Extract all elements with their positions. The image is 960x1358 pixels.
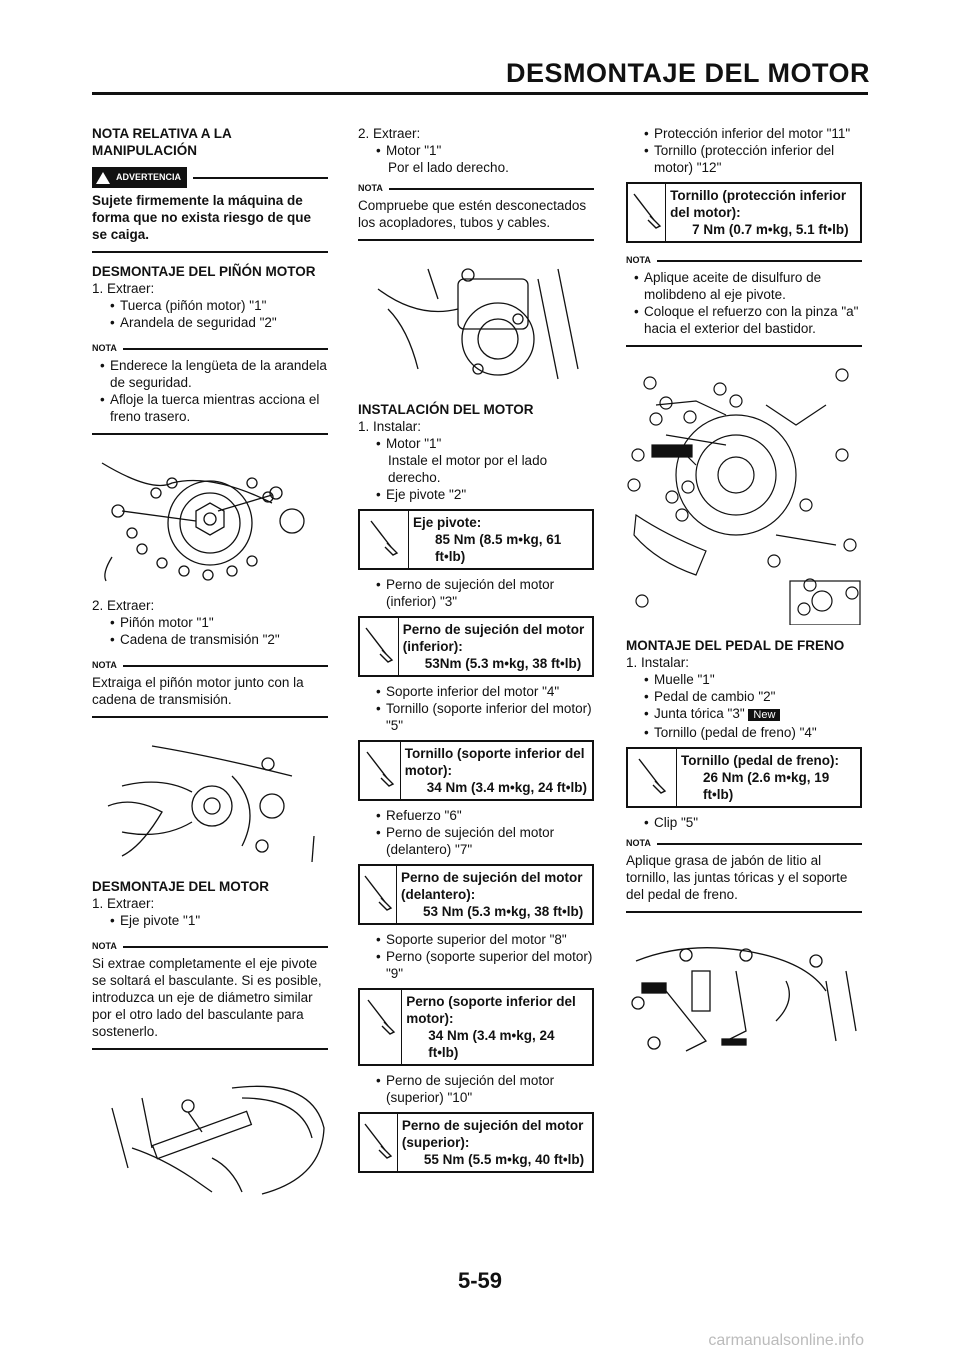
note-text: Aplique grasa de jabón de litio al tornillo, las juntas tóricas y el soporte del pedal de freno.: [626, 853, 848, 902]
column-1: [92, 125, 328, 1210]
section-title: DESMONTAJE DEL PIÑÓN MOTOR: [92, 264, 316, 279]
warning-text: Sujete firmemente la máquina de forma que no exista riesgo de que se caiga.: [92, 193, 312, 242]
torque-value: 53Nm (5.3 m•kg, 38 ft•lb): [424, 656, 582, 671]
step: 2. Extraer:: [358, 126, 421, 141]
wrench-icon: [360, 618, 399, 675]
list-item: • Perno de sujeción del motor (delantero) "7": [358, 824, 594, 858]
list-item: • Tuerca (piñón motor) "1": [92, 297, 328, 314]
list-item: • Perno (soporte superior del motor) "9": [358, 948, 594, 982]
engine-mount-exploded-figure: [626, 365, 862, 625]
torque-box: [358, 864, 594, 925]
list-item: • Enderece la lengüeta de la arandela de seguridad.: [92, 357, 328, 391]
list-item: • Muelle "1": [626, 671, 862, 688]
step: 1. Extraer:: [92, 896, 155, 911]
torque-value: 7 Nm (0.7 m•kg, 5.1 ft•lb): [692, 222, 849, 237]
torque-name: Perno (soporte inferior del motor):: [406, 994, 576, 1026]
list-item: • Pedal de cambio "2": [626, 688, 862, 705]
torque-value: 53 Nm (5.3 m•kg, 38 ft•lb): [423, 904, 584, 919]
torque-box: [358, 988, 594, 1066]
sub-text: Instale el motor por el lado derecho.: [388, 453, 548, 485]
warning-badge: ADVERTENCIA: [92, 167, 187, 188]
wrench-icon: [360, 866, 397, 923]
column-2: [358, 125, 594, 1179]
nota-label: NOTA: [626, 255, 651, 265]
list-item: • Soporte superior del motor "8": [358, 931, 594, 948]
section-title: MONTAJE DEL PEDAL DE FRENO: [626, 638, 845, 653]
torque-box: [358, 509, 594, 570]
section-title: DESMONTAJE DEL MOTOR: [92, 879, 270, 894]
step: 1. Instalar:: [626, 655, 690, 670]
sub-text: Por el lado derecho.: [388, 160, 509, 175]
torque-name: Tornillo (pedal de freno):: [681, 753, 840, 768]
nota-label: NOTA: [92, 660, 117, 670]
torque-box: [358, 1112, 594, 1173]
wrench-icon: [628, 184, 666, 241]
list-item: • Afloje la tuerca mientras acciona el freno trasero.: [92, 391, 328, 425]
torque-box: [358, 740, 594, 801]
list-item: • Tornillo (pedal de freno) "4": [626, 724, 862, 741]
torque-name: Tornillo (soporte inferior del motor):: [404, 746, 585, 778]
wrench-icon: [360, 511, 409, 568]
list-item: • Tornillo (soporte inferior del motor) "5": [358, 700, 594, 734]
nota-label: NOTA: [92, 343, 117, 353]
list-item: • Coloque el refuerzo con la pinza "a" hacia el exterior del bastidor.: [626, 303, 862, 337]
list-item: • Protección inferior del motor "11": [626, 125, 862, 142]
torque-name: Perno de sujeción del motor (delantero):: [401, 870, 583, 902]
torque-box: [626, 747, 862, 808]
list-item: • Refuerzo "6": [358, 807, 594, 824]
note-text: Extraiga el piñón motor junto con la cadena de transmisión.: [92, 675, 304, 707]
engine-removal-figure: [358, 259, 594, 389]
list-item: • Arandela de seguridad "2": [92, 314, 328, 331]
torque-name: Perno de sujeción del motor (superior):: [401, 1118, 584, 1150]
list-item: • Eje pivote "1": [92, 912, 328, 929]
list-item: • Piñón motor "1": [92, 614, 328, 631]
list-item: • Eje pivote "2": [358, 486, 594, 503]
torque-box: [626, 182, 862, 243]
step: 1. Instalar:: [358, 419, 422, 434]
nota-label: NOTA: [626, 838, 651, 848]
torque-name: Perno de sujeción del motor (inferior):: [402, 622, 585, 654]
list-item: • Perno de sujeción del motor (inferior) "3": [358, 576, 594, 610]
torque-value: 55 Nm (5.5 m•kg, 40 ft•lb): [423, 1152, 585, 1167]
list-item: • Cadena de transmisión "2": [92, 631, 328, 648]
header-rule: [92, 92, 868, 95]
footer-watermark: carmanualsonline.info: [708, 1332, 864, 1349]
wrench-icon: [628, 749, 677, 806]
list-item: • Motor "1": [358, 435, 594, 452]
nota-label: NOTA: [358, 183, 383, 193]
section-title: NOTA RELATIVA A LA MANIPULACIÓN: [92, 126, 232, 158]
section-title: INSTALACIÓN DEL MOTOR: [358, 402, 534, 417]
list-item: • Tornillo (protección inferior del motor) "12": [626, 142, 862, 176]
warning-header: [92, 167, 328, 188]
step: 2. Extraer:: [92, 598, 155, 613]
note-text: Compruebe que estén desconectados los acopladores, tubos y cables.: [358, 198, 587, 230]
column-3: [626, 125, 862, 1073]
sprocket-nut-figure: [92, 453, 328, 585]
brake-pedal-figure: [626, 931, 862, 1061]
page-number: 5-59: [457, 1268, 503, 1293]
torque-name: Tornillo (protección inferior del motor):: [670, 188, 847, 220]
wrench-icon: [360, 742, 401, 799]
torque-box: [358, 616, 594, 677]
torque-value: 34 Nm (3.4 m•kg, 24 ft•lb): [428, 1028, 555, 1060]
list-item: • Perno de sujeción del motor (superior) "10": [358, 1072, 594, 1106]
nota-label: NOTA: [92, 941, 117, 951]
list-item: • Clip "5": [626, 814, 862, 831]
note-text: Si extrae completamente el eje pivote se soltará el basculante. Si es posible, introduzca un eje de diámetro similar por el otro lado del basculante para sostenerlo.: [92, 956, 322, 1039]
pivot-shaft-figure: [92, 1068, 328, 1198]
new-badge: New: [748, 709, 780, 721]
torque-value: 26 Nm (2.6 m•kg, 19 ft•lb): [703, 770, 830, 802]
warning-icon: [96, 172, 110, 184]
sprocket-chain-figure: [92, 736, 328, 866]
list-item: • Soporte inferior del motor "4": [358, 683, 594, 700]
list-item: • Junta tórica "3" New: [626, 705, 862, 724]
wrench-icon: [360, 990, 402, 1064]
wrench-icon: [360, 1114, 398, 1171]
torque-value: 34 Nm (3.4 m•kg, 24 ft•lb): [426, 780, 587, 795]
torque-value: 85 Nm (8.5 m•kg, 61 ft•lb): [435, 532, 562, 564]
list-item: • Motor "1": [358, 142, 594, 159]
list-item: • Aplique aceite de disulfuro de molibdeno al eje pivote.: [626, 269, 862, 303]
page-title: DESMONTAJE DEL MOTOR: [505, 58, 870, 88]
step: 1. Extraer:: [92, 281, 155, 296]
torque-name: Eje pivote:: [413, 515, 482, 530]
